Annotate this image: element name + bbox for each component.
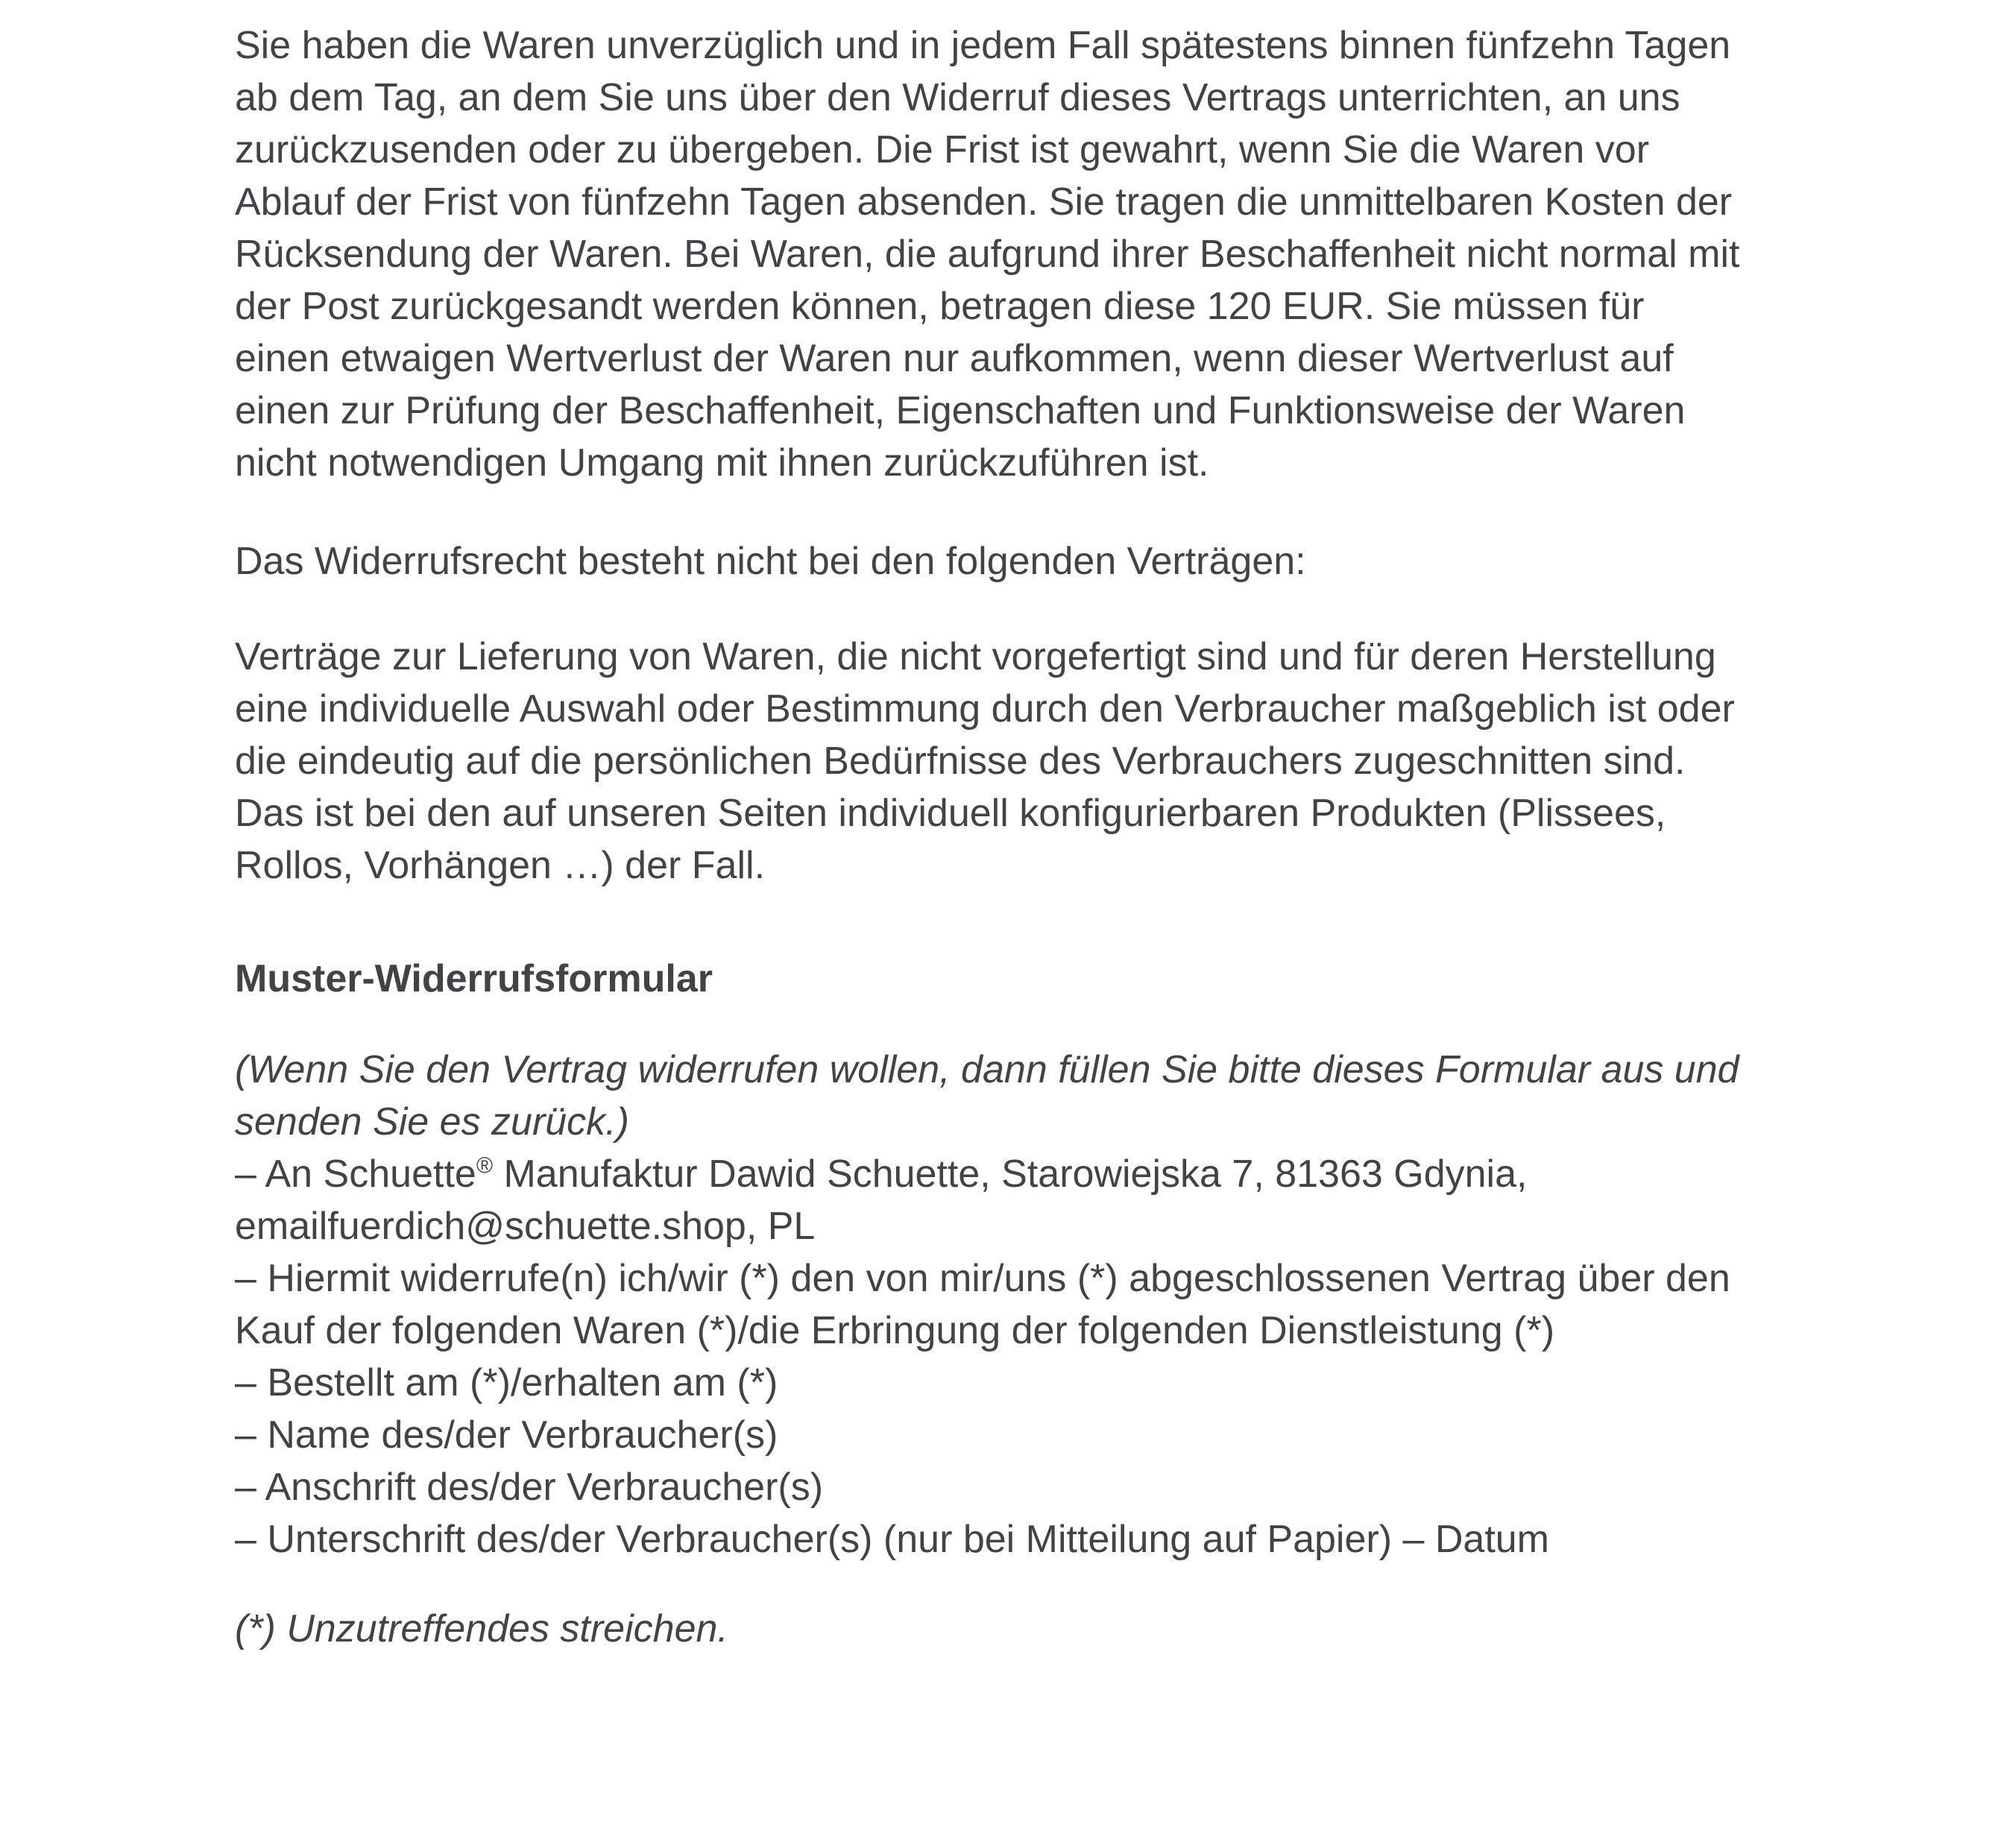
paragraph-return-obligation-line: nicht notwendigen Umgang mit ihnen zurückzuführen ist. bbox=[235, 441, 1209, 485]
form-heading: Muster-Widerrufsformular bbox=[235, 957, 713, 1000]
paragraph-custom-products bbox=[235, 631, 1920, 892]
paragraph-return-obligation-line: Rücksendung der Waren. Bei Waren, die aufgrund ihrer Beschaffenheit nicht normal mit bbox=[235, 233, 1740, 276]
form-address-line bbox=[235, 1148, 1920, 1200]
paragraph-return-obligation-line: der Post zurückgesandt werden können, betragen diese 120 EUR. Sie müssen für bbox=[235, 285, 1645, 328]
form-email-line: emailfuerdich@schuette.shop, PL bbox=[235, 1205, 816, 1248]
form-item-line: – Unterschrift des/der Verbraucher(s) (nur bei Mitteilung auf Papier) – Datum bbox=[235, 1518, 1549, 1561]
paragraph-return-obligation-line: einen etwaigen Wertverlust der Waren nur aufkommen, wenn dieser Wertverlust auf bbox=[235, 337, 1674, 380]
paragraph-no-withdrawal-intro bbox=[235, 535, 1920, 587]
form-address-prefix: – An Schuette bbox=[235, 1152, 476, 1196]
withdrawal-policy-document bbox=[235, 0, 1920, 1655]
form-footnote: (*) Unzutreffendes streichen. bbox=[235, 1607, 728, 1650]
paragraph-return-obligation-line: zurückzusenden oder zu übergeben. Die Frist ist gewahrt, wenn Sie die Waren vor bbox=[235, 128, 1650, 171]
form-items bbox=[235, 1252, 1920, 1565]
registered-trademark-symbol: ® bbox=[476, 1153, 494, 1179]
form-address-suffix: Manufaktur Dawid Schuette, Starowiejska 7, 81363 Gdynia, bbox=[493, 1152, 1528, 1196]
form-item-line: – Anschrift des/der Verbraucher(s) bbox=[235, 1466, 824, 1509]
paragraph-custom-products-line: eine individuelle Auswahl oder Bestimmung durch den Verbraucher maßgeblich ist oder bbox=[235, 687, 1735, 731]
paragraph-return-obligation-line: Ablauf der Frist von fünfzehn Tagen absenden. Sie tragen die unmittelbaren Kosten der bbox=[235, 180, 1733, 224]
paragraph-no-withdrawal-intro-line: Das Widerrufsrecht besteht nicht bei den folgenden Verträgen: bbox=[235, 540, 1306, 583]
paragraph-return-obligation bbox=[235, 19, 1920, 489]
form-item-line: – Bestellt am (*)/erhalten am (*) bbox=[235, 1361, 778, 1404]
paragraph-return-obligation-line: Sie haben die Waren unverzüglich und in jedem Fall spätestens binnen fünfzehn Tagen bbox=[235, 24, 1731, 67]
form-intro-line: senden Sie es zurück.) bbox=[235, 1100, 629, 1144]
form-intro-line: (Wenn Sie den Vertrag widerrufen wollen, dann füllen Sie bitte dieses Formular aus und bbox=[235, 1048, 1739, 1091]
form-item-line: – Name des/der Verbraucher(s) bbox=[235, 1413, 778, 1457]
form-item-line: Kauf der folgenden Waren (*)/die Erbringung der folgenden Dienstleistung (*) bbox=[235, 1309, 1555, 1352]
paragraph-custom-products-line: Rollos, Vorhängen …) der Fall. bbox=[235, 844, 766, 887]
paragraph-custom-products-line: Das ist bei den auf unseren Seiten individuell konfigurierbaren Produkten (Plissees, bbox=[235, 792, 1666, 835]
paragraph-custom-products-line: Verträge zur Lieferung von Waren, die nicht vorgefertigt sind und für deren Herstellung bbox=[235, 635, 1716, 678]
paragraph-custom-products-line: die eindeutig auf die persönlichen Bedürfnisse des Verbrauchers zugeschnitten sind. bbox=[235, 739, 1686, 783]
paragraph-return-obligation-line: ab dem Tag, an dem Sie uns über den Widerruf dieses Vertrags unterrichten, an uns bbox=[235, 76, 1680, 119]
form-item-line: – Hiermit widerrufe(n) ich/wir (*) den von mir/uns (*) abgeschlossenen Vertrag über den bbox=[235, 1257, 1730, 1300]
paragraph-return-obligation-line: einen zur Prüfung der Beschaffenheit, Eigenschaften und Funktionsweise der Waren bbox=[235, 389, 1686, 432]
withdrawal-form-block bbox=[235, 1044, 1920, 1565]
form-intro-italic bbox=[235, 1044, 1920, 1148]
